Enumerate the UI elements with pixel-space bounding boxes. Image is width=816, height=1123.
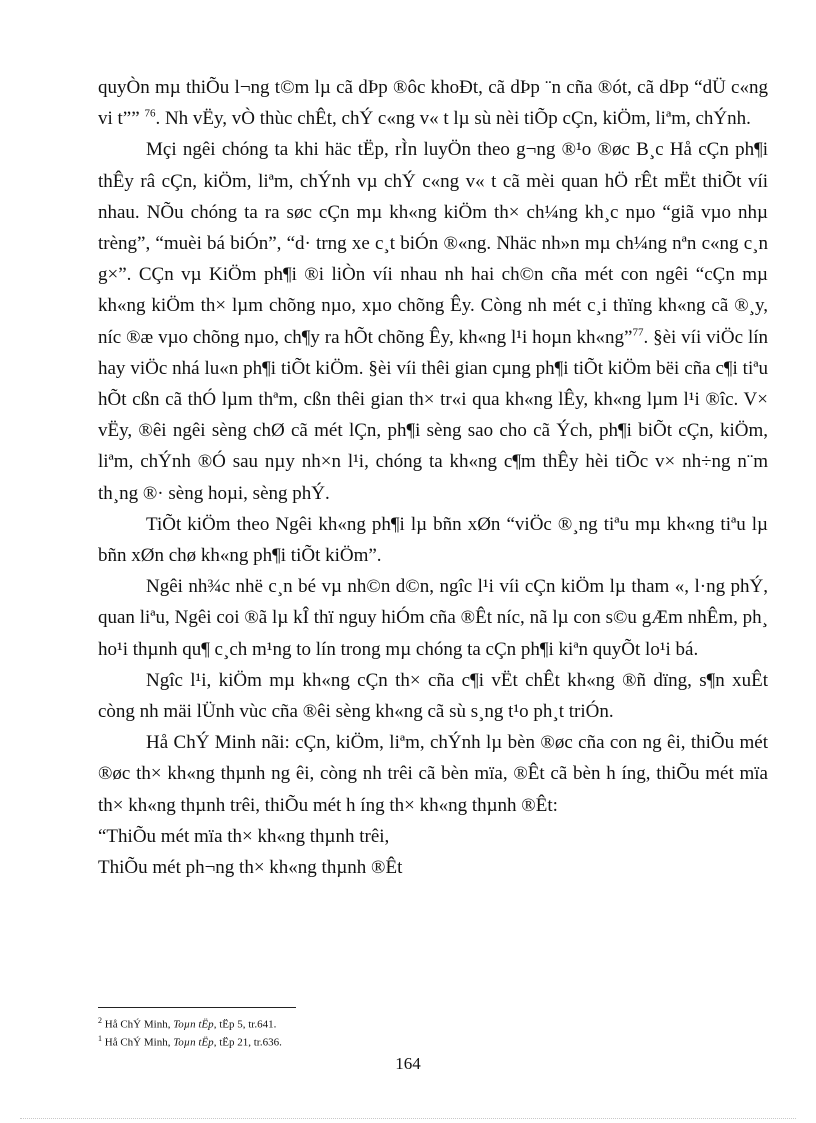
footnote-2-title: Toµn tËp bbox=[173, 1036, 214, 1049]
poem-line-2: ThiÕu mét ph¬ng th× kh«ng thµnh ®Êt bbox=[98, 857, 403, 879]
paragraph-5: Ngîc l¹i, kiÖm mµ kh«ng cÇn th× cña c¶i vËt chÊt kh«ng ®ñ dïng, s¶n xuÊt còng nh mäi lÜnh vùc cña ®êi sèng kh«ng cã sù s¸ng t¹o ph¸t triÓn. bbox=[98, 669, 768, 723]
footnote-1 bbox=[98, 1014, 768, 1032]
footnote-1-author: Hå ChÝ Minh, bbox=[102, 1018, 174, 1031]
footnote-1-rest: , tËp 5, tr.641. bbox=[213, 1018, 277, 1031]
footnote-2-mark: 1 bbox=[98, 1033, 102, 1043]
body-text bbox=[98, 72, 768, 883]
paragraph-1-text-a: quyÒn mµ thiÕu l¬ng t©m lµ cã dÞp ®ôc khoÐt, cã dÞp ¨n cña ®ót, cã dÞp “dÜ c«ng vi t”” bbox=[98, 77, 768, 130]
footnote-divider bbox=[98, 1007, 296, 1008]
paragraph-2-text-b: . §èi víi viÖc lín hay viÖc nhá lu«n ph¶i tiÕt kiÖm. §èi víi thêi gian cµng ph¶i tiÕt kiÖm bëi cña c¶i tiªu hÕt cßn cã thÓ lµm thªm, cßn thêi gian th× tr«i qua kh«ng lÊy, kh«ng lµm l¹i ®îc. V× vËy, ®êi ngêi sèng chØ cã mét lÇn, ph¶i sèng sao cho cã Ých, ph¶i biÕt cÇn, kiÖm, liªm, chÝnh ®Ó sau nµy nh×n l¹i, chóng ta kh«ng c¶m thÊy hèi tiÕc v× nh÷ng n¨m th¸ng ®· sèng hoµi, sèng phÝ. bbox=[98, 326, 768, 504]
footnote-2 bbox=[98, 1032, 768, 1050]
paragraph-1-text-b: . Nh vËy, vÒ thùc chÊt, chÝ c«ng v« t lµ sù nèi tiÕp cÇn, kiÖm, liªm, chÝnh. bbox=[155, 108, 751, 130]
footnote-1-title: Toµn tËp bbox=[173, 1018, 214, 1031]
paragraph-2-text-a: Mçi ngêi chóng ta khi häc tËp, rÌn luyÖn theo g¬ng ®¹o ®øc B¸c Hå cÇn ph¶i thÊy râ cÇn, kiÖm, liªm, chÝnh vµ chÝ c«ng v« t cã mèi quan hÖ rÊt mËt thiÕt víi nhau. NÕu chóng ta ra søc cÇn mµ kh«ng kiÖm th× ch¼ng kh¸c nµo “giã vµo nhµ trèng”, “muèi bá biÓn”, “d· trng xe c¸t biÓn ®«ng. Nhäc nh»n mµ ch¼ng nªn c«ng c¸n g×”. CÇn vµ KiÖm ph¶i ®i liÒn víi nhau nh hai ch©n cña mét con ngêi “cÇn mµ kh«ng kiÖm th× lµm chõng nµo, xµo chõng Êy. Còng nh mét c¸i thïng kh«ng cã ®¸y, níc ®æ vµo chõng nµo, ch¶y ra hÕt chõng Êy, kh«ng l¹i hoµn kh«ng” bbox=[98, 139, 768, 348]
paragraph-4: Ngêi nh¾c nhë c¸n bé vµ nh©n d©n, ngîc l¹i víi cÇn kiÖm lµ tham «, l·ng phÝ, quan liªu, Ngêi coi ®ã lµ kÎ thï nguy hiÓm cña ®Êt níc, nã lµ con s©u gÆm nhÊm, ph¸ ho¹i thµnh qu¶ c¸ch m¹ng to lín trong mµ chóng ta cÇn ph¶i kiªn quyÕt lo¹i bá. bbox=[98, 576, 768, 660]
footnote-ref-77[interactable]: 77 bbox=[632, 326, 644, 339]
footnotes bbox=[98, 1014, 768, 1049]
paragraph-1 bbox=[98, 72, 768, 134]
page-bottom-divider bbox=[20, 1118, 796, 1119]
paragraph-3: TiÕt kiÖm theo Ngêi kh«ng ph¶i lµ bñn xØn “viÖc ®¸ng tiªu mµ kh«ng tiªu lµ bñn xØn chø kh«ng ph¶i tiÕt kiÖm”. bbox=[98, 513, 768, 567]
footnote-2-author: Hå ChÝ Minh, bbox=[102, 1036, 174, 1049]
poem-line-1: “ThiÕu mét mïa th× kh«ng thµnh trêi, bbox=[98, 825, 390, 847]
footnote-1-mark: 2 bbox=[98, 1016, 102, 1025]
page-number: 164 bbox=[395, 1054, 421, 1073]
footnote-2-rest: , tËp 21, tr.636. bbox=[213, 1036, 282, 1049]
paragraph-6: Hå ChÝ Minh nãi: cÇn, kiÖm, liªm, chÝnh lµ bèn ®øc cña con ng êi, thiÕu mét ®øc th× kh«ng thµnh ng êi, còng nh trêi cã bèn mïa, ®Êt cã bèn h íng, thiÕu mét mïa th× kh«ng thµnh trêi, thiÕu mét h íng th× kh«ng thµnh ®Êt: bbox=[98, 732, 768, 816]
paragraph-2 bbox=[98, 134, 768, 508]
footnote-ref-76[interactable]: 76 bbox=[144, 107, 156, 120]
